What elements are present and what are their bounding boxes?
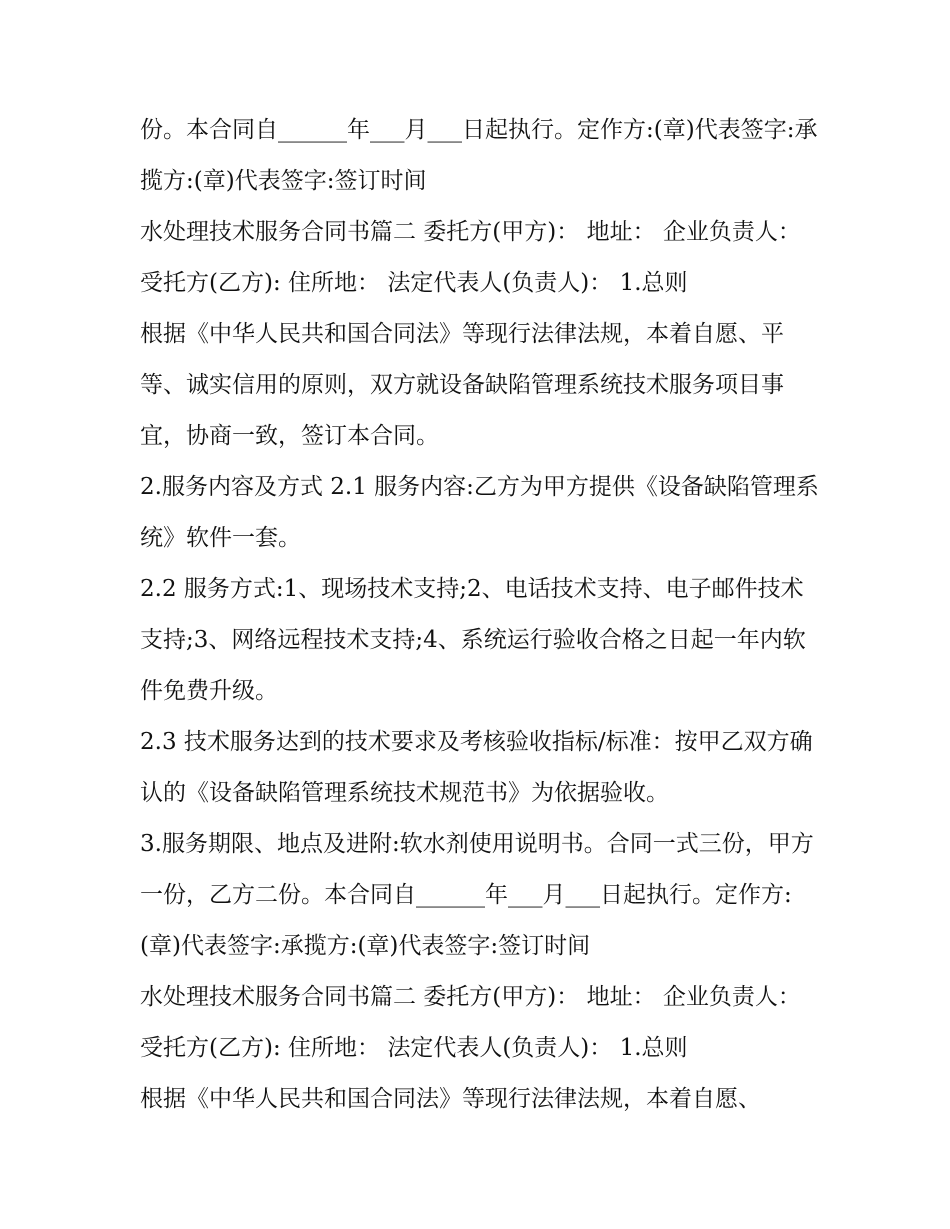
paragraph-contract-parties: 水处理技术服务合同书篇二 委托方(甲方)： 地址： 企业负责人： 受托方(乙方): 住所地： 法定代表人(负责人)： 1.总则 <box>140 219 801 296</box>
paragraph-acceptance-standard: 2.3 技术服务达到的技术要求及考核验收指标/标准：按甲乙双方确认的《设备缺陷管理系统技术规范书》为依据验收。 <box>140 729 813 806</box>
document-body <box>140 105 820 1125</box>
paragraph-service-period: 3.服务期限、地点及进附:软水剂使用说明书。合同一式三份，甲方一份，乙方二份。本合同自______年___月___日起执行。定作方:(章)代表签字:承揽方:(章)代表签字:签订时间 <box>140 831 814 959</box>
paragraph-legal-basis: 根据《中华人民共和国合同法》等现行法律法规，本着自愿、平等、诚实信用的原则，双方就设备缺陷管理系统技术服务项目事宜，协商一致，签订本合同。 <box>140 321 784 449</box>
paragraph-contract-parties-repeat: 水处理技术服务合同书篇二 委托方(甲方)： 地址： 企业负责人： 受托方(乙方): 住所地： 法定代表人(负责人)： 1.总则 <box>140 984 801 1061</box>
paragraph-legal-basis-repeat: 根据《中华人民共和国合同法》等现行法律法规，本着自愿、 <box>140 1086 761 1112</box>
paragraph-service-content: 2.服务内容及方式 2.1 服务内容:乙方为甲方提供《设备缺陷管理系统》软件一套。 <box>140 474 819 551</box>
paragraph-execution-clause: 份。本合同自______年___月___日起执行。定作方:(章)代表签字:承揽方:(章)代表签字:签订时间 <box>140 117 818 194</box>
paragraph-service-method: 2.2 服务方式:1、现场技术支持;2、电话技术支持、电子邮件技术支持;3、网络远程技术支持;4、系统运行验收合格之日起一年内软件免费升级。 <box>140 576 806 704</box>
